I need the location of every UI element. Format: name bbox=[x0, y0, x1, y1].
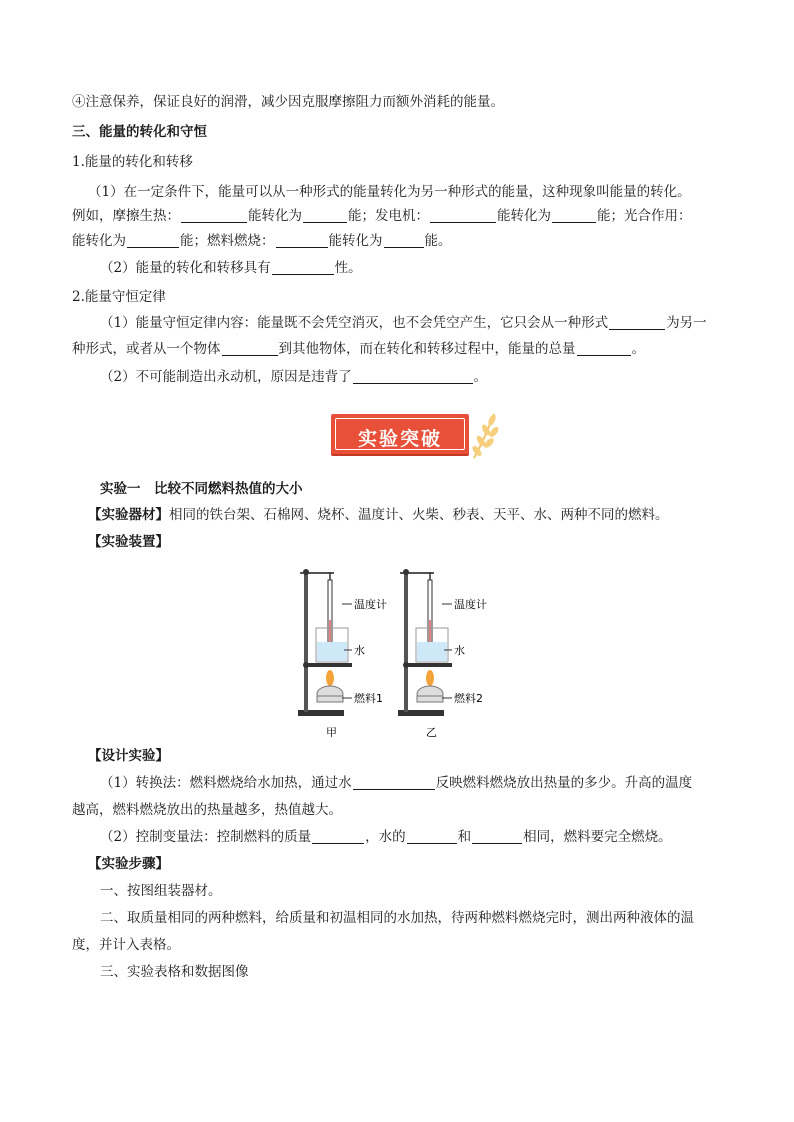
subsection-title: 2.能量守恒定律 bbox=[72, 289, 166, 305]
fill-blank[interactable] bbox=[272, 260, 334, 275]
fill-blank[interactable] bbox=[577, 341, 631, 356]
paragraph: （1）在一定条件下，能量可以从一种形式的能量转化为另一种形式的能量，这种现象叫能量的转化。 bbox=[88, 184, 691, 200]
label-fuel2: 燃料2 bbox=[454, 692, 483, 705]
fill-blank[interactable] bbox=[303, 208, 347, 223]
paragraph: 种形式，或者从一个物体 到其他物体，而在转化和转移过程中，能量的总量 。 bbox=[72, 341, 645, 357]
section-title: 三、能量的转化和守恒 bbox=[72, 124, 207, 140]
paragraph: 能转化为 能；燃料燃烧： 能转化为 能。 bbox=[72, 233, 452, 249]
fill-blank[interactable] bbox=[552, 208, 596, 223]
paragraph: ④注意保养，保证良好的润滑，减少因克服摩擦阻力而额外消耗的能量。 bbox=[72, 94, 504, 110]
fill-blank[interactable] bbox=[353, 369, 473, 384]
experiment-title: 实验一 比较不同燃料热值的大小 bbox=[100, 481, 303, 497]
fill-blank[interactable] bbox=[472, 829, 522, 844]
fill-blank[interactable] bbox=[181, 208, 247, 223]
banner-box bbox=[331, 414, 469, 454]
label-water: 水 bbox=[354, 644, 365, 657]
banner-title: 实验突破 bbox=[357, 428, 442, 450]
label-steps: 【实验步骤】 bbox=[88, 856, 169, 872]
paragraph: 越高，燃料燃烧放出的热量越多，热值越大。 bbox=[72, 802, 342, 818]
paragraph: 度，并计入表格。 bbox=[72, 937, 180, 953]
fill-blank[interactable] bbox=[407, 829, 457, 844]
fill-blank[interactable] bbox=[384, 233, 424, 248]
subsection-title: 1.能量的转化和转移 bbox=[72, 154, 193, 170]
fill-blank[interactable] bbox=[127, 233, 179, 248]
fill-blank[interactable] bbox=[609, 315, 665, 330]
paragraph: （1）能量守恒定律内容：能量既不会凭空消灭，也不会凭空产生，它只会从一种形式 为另一 bbox=[100, 315, 707, 331]
paragraph: （1）转换法：燃料燃烧给水加热，通过水 反映燃料燃烧放出热量的多少。升高的温度 bbox=[100, 775, 693, 791]
label-thermometer: 温度计 bbox=[354, 598, 387, 611]
paragraph: 例如，摩擦生热： 能转化为 能；发电机： 能转化为 能；光合作用： bbox=[72, 208, 692, 224]
paragraph: 一、按图组装器材。 bbox=[100, 883, 222, 899]
paragraph: 二、取质量相同的两种燃料，给质量和初温相同的水加热，待两种燃料燃烧完时，测出两种液体的温 bbox=[100, 910, 694, 926]
label-water: 水 bbox=[454, 644, 465, 657]
fill-blank[interactable] bbox=[353, 775, 435, 790]
fill-blank[interactable] bbox=[312, 829, 364, 844]
apparatus-left bbox=[298, 569, 352, 716]
fill-blank[interactable] bbox=[276, 233, 328, 248]
label-design: 【设计实验】 bbox=[88, 748, 169, 764]
fill-blank[interactable] bbox=[222, 341, 278, 356]
apparatus-right bbox=[398, 569, 452, 716]
paragraph: 三、实验表格和数据图像 bbox=[100, 964, 249, 980]
paragraph: 【实验器材】相同的铁台架、石棉网、烧杯、温度计、火柴、秒表、天平、水、两种不同的燃料。 bbox=[88, 507, 669, 523]
fill-blank[interactable] bbox=[430, 208, 496, 223]
label-thermometer: 温度计 bbox=[454, 598, 487, 611]
wheat-ornament-icon bbox=[466, 410, 502, 462]
paragraph: （2）不可能制造出永动机，原因是违背了 。 bbox=[100, 369, 488, 385]
caption-right: 乙 bbox=[426, 726, 437, 739]
apparatus-figure bbox=[290, 560, 510, 740]
section-banner bbox=[331, 408, 471, 456]
label-fuel1: 燃料1 bbox=[354, 692, 383, 705]
label-setup: 【实验装置】 bbox=[88, 534, 169, 550]
caption-left: 甲 bbox=[326, 726, 337, 739]
paragraph: （2）能量的转化和转移具有 性。 bbox=[100, 260, 362, 276]
paragraph: （2）控制变量法：控制燃料的质量 ，水的 和 相同，燃料要完全燃烧。 bbox=[100, 829, 672, 845]
